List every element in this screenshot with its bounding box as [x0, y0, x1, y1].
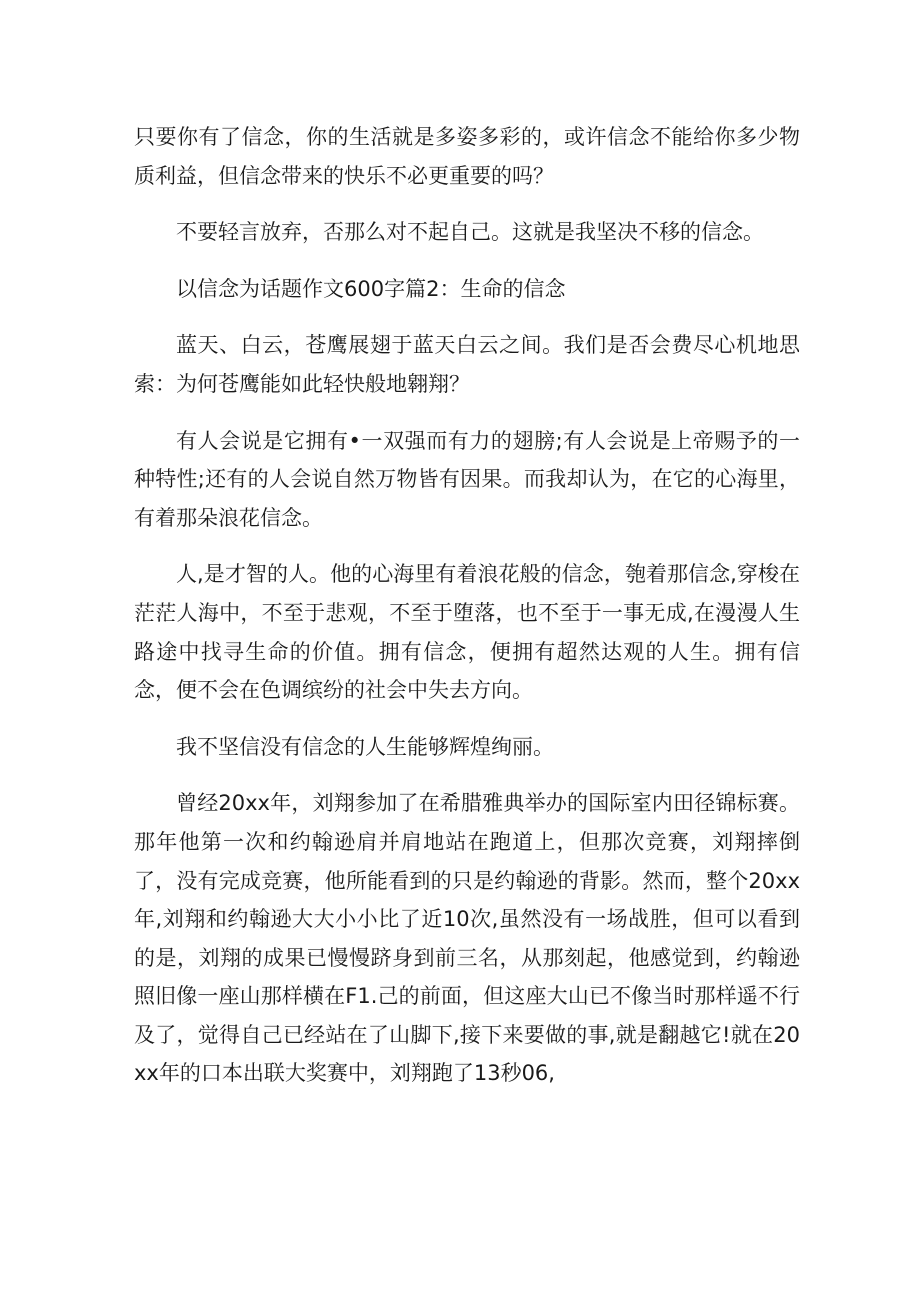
paragraph-3: 蓝天、白云，苍鹰展翅于蓝天白云之间。我们是否会费尽心机地思索：为何苍鹰能如此轻快般地翱翔？: [134, 333, 800, 396]
document-body: [134, 118, 800, 1111]
paragraph-2: 不要轻言放弃，否那么对不起自己。这就是我坚决不移的信念。: [176, 220, 764, 245]
paragraph-6: 我不坚信没有信念的人生能够辉煌绚丽。: [176, 734, 554, 759]
section-heading: 以信念为话题作文600字篇2：生命的信念: [176, 276, 566, 301]
paragraph-1: 只要你有了信念，你的生活就是多姿多彩的，或许信念不能给你多少物质利益，但信念带来的快乐不必更重要的吗？: [134, 125, 800, 188]
paragraph-7: 曾经20xx年，刘翔参加了在希腊雅典举办的国际室内田径锦标赛。那年他第一次和约翰逊肩并肩地站在跑道上，但那次竞赛，刘翔摔倒了，没有完成竞赛，他所能看到的只是约翰逊的背影。然而，整个20xx年,刘翔和约翰逊大大小小比了近10次,虽然没有一场战胜，但可以看到的是，刘翔的成果已慢慢跻身到前三名，从那刻起，他感觉到，约翰逊照旧像一座山那样横在F1.己的前面，但这座大山已不像当时那样遥不行及了，觉得自己已经站在了山脚下,接下来要做的事,就是翻越它!就在20xx年的口本出联大奖赛中，刘翔跑了13秒06,: [134, 791, 800, 1086]
paragraph-4: 有人会说是它拥有•一双强而有力的翅膀;有人会说是上帝赐予的一种特性;还有的人会说自然万物皆有因果。而我却认为，在它的心海里，有着那朵浪花信念。: [134, 428, 800, 530]
paragraph-5: 人,是才智的人。他的心海里有着浪花般的信念，匏着那信念,穿梭在茫茫人海中，不至于悲观，不至于堕落，也不至于一事无成,在漫漫人生路途中找寻生命的价值。拥有信念，便拥有超然达观的人生。拥有信念，便不会在色调缤纷的社会中失去方向。: [134, 562, 800, 703]
